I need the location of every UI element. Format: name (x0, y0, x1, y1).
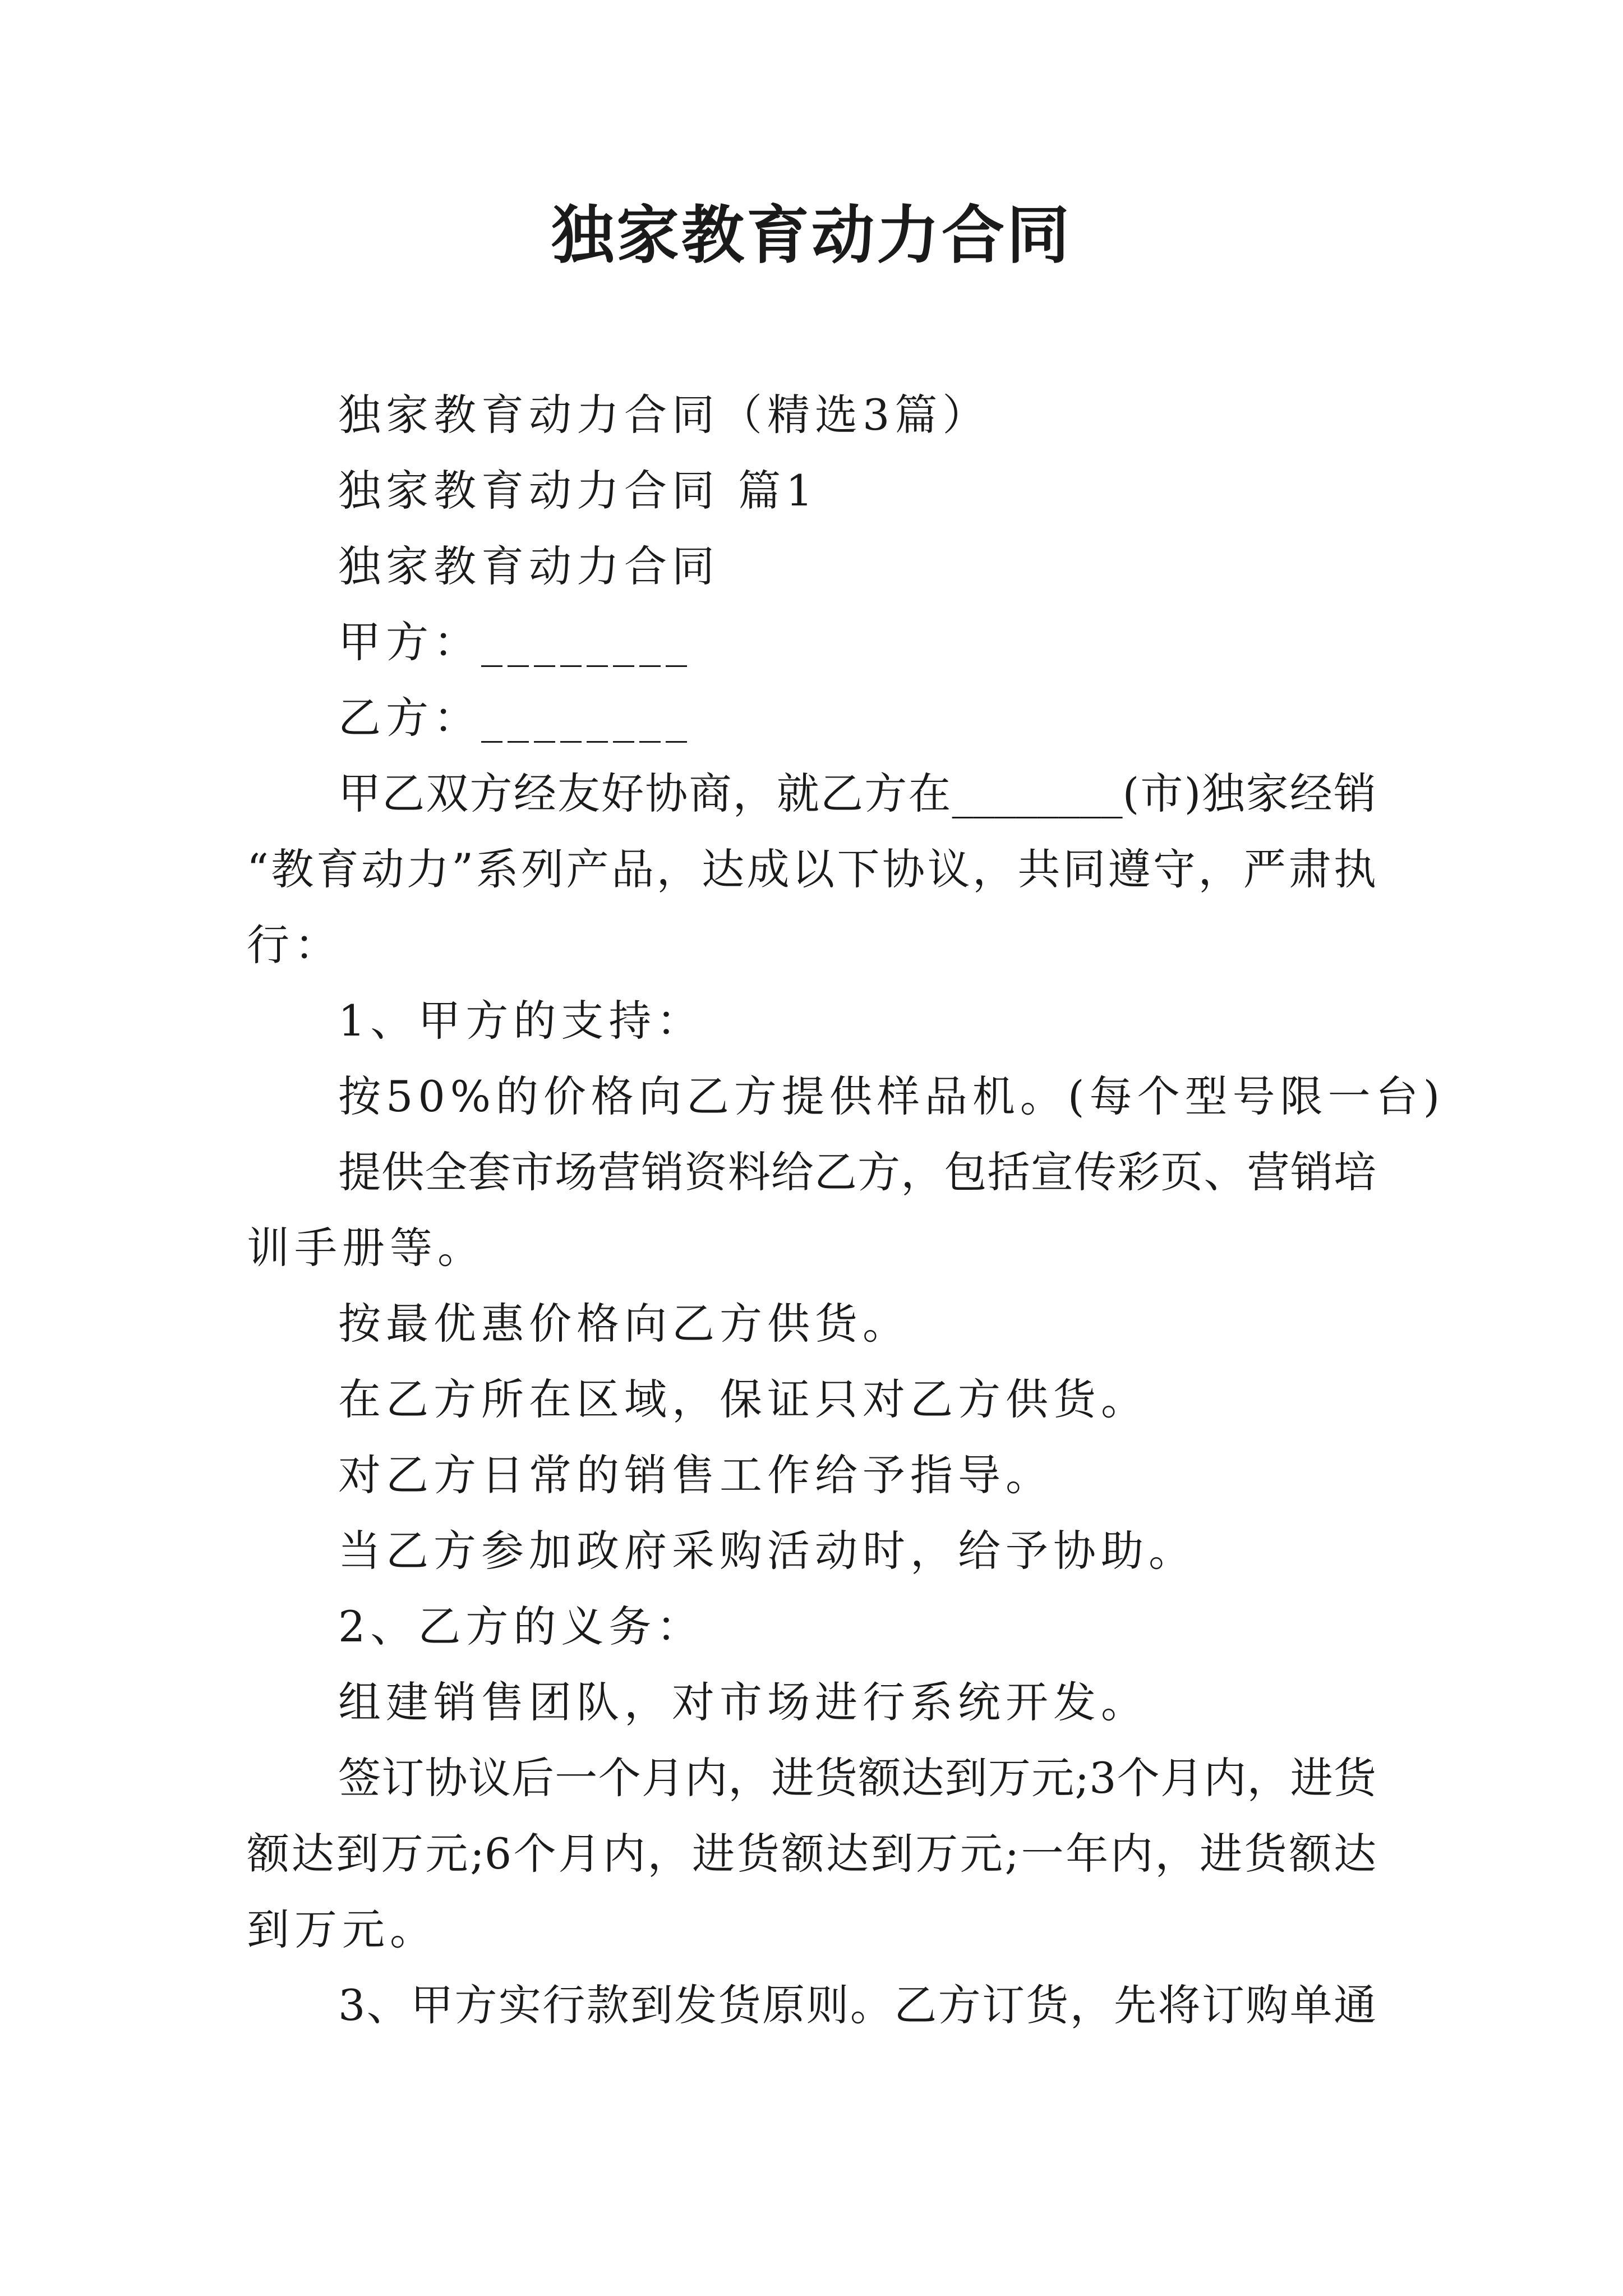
paragraph-line: 按50%的价格向乙方提供样品机。(每个型号限一台) (338, 1071, 1445, 1121)
paragraph-line: 行： (247, 920, 342, 970)
paragraph-line: 到万元。 (247, 1904, 437, 1954)
section-heading: 独家教育动力合同 篇1 (338, 466, 818, 516)
paragraph-line: 当乙方参加政府采购活动时，给予协助。 (338, 1526, 1196, 1576)
paragraph-line: 额达到万元;6个月内，进货额达到万元;一年内，进货额达 (247, 1829, 1376, 1879)
contract-name: 独家教育动力合同 (338, 541, 720, 591)
paragraph-line: 签订协议后一个月内，进货额达到万元;3个月内，进货 (338, 1753, 1376, 1803)
subtitle-line: 独家教育动力合同（精选3篇） (338, 390, 990, 440)
paragraph-line: “教育动力”系列产品，达成以下协议，共同遵守，严肃执 (247, 844, 1376, 894)
party-b-line: 乙方：________ (338, 693, 692, 743)
paragraph-line: 甲乙双方经友好协商，就乙方在________(市)独家经销 (338, 769, 1376, 818)
paragraph-line: 组建销售团队，对市场进行系统开发。 (338, 1677, 1149, 1727)
paragraph-line: 训手册等。 (247, 1223, 485, 1273)
clause-heading: 1、甲方的支持： (338, 996, 704, 1046)
document-title: 独家教育动力合同 (551, 199, 1072, 272)
paragraph-line: 3、甲方实行款到发货原则。乙方订货，先将订购单通 (338, 1980, 1376, 2030)
paragraph-line: 提供全套市场营销资料给乙方，包括宣传彩页、营销培 (338, 1147, 1376, 1197)
clause-heading: 2、乙方的义务： (338, 1602, 704, 1651)
paragraph-line: 在乙方所在区域，保证只对乙方供货。 (338, 1374, 1149, 1424)
paragraph-line: 按最优惠价格向乙方供货。 (338, 1299, 910, 1349)
party-a-line: 甲方：________ (338, 617, 692, 667)
paragraph-line: 对乙方日常的销售工作给予指导。 (338, 1450, 1053, 1500)
